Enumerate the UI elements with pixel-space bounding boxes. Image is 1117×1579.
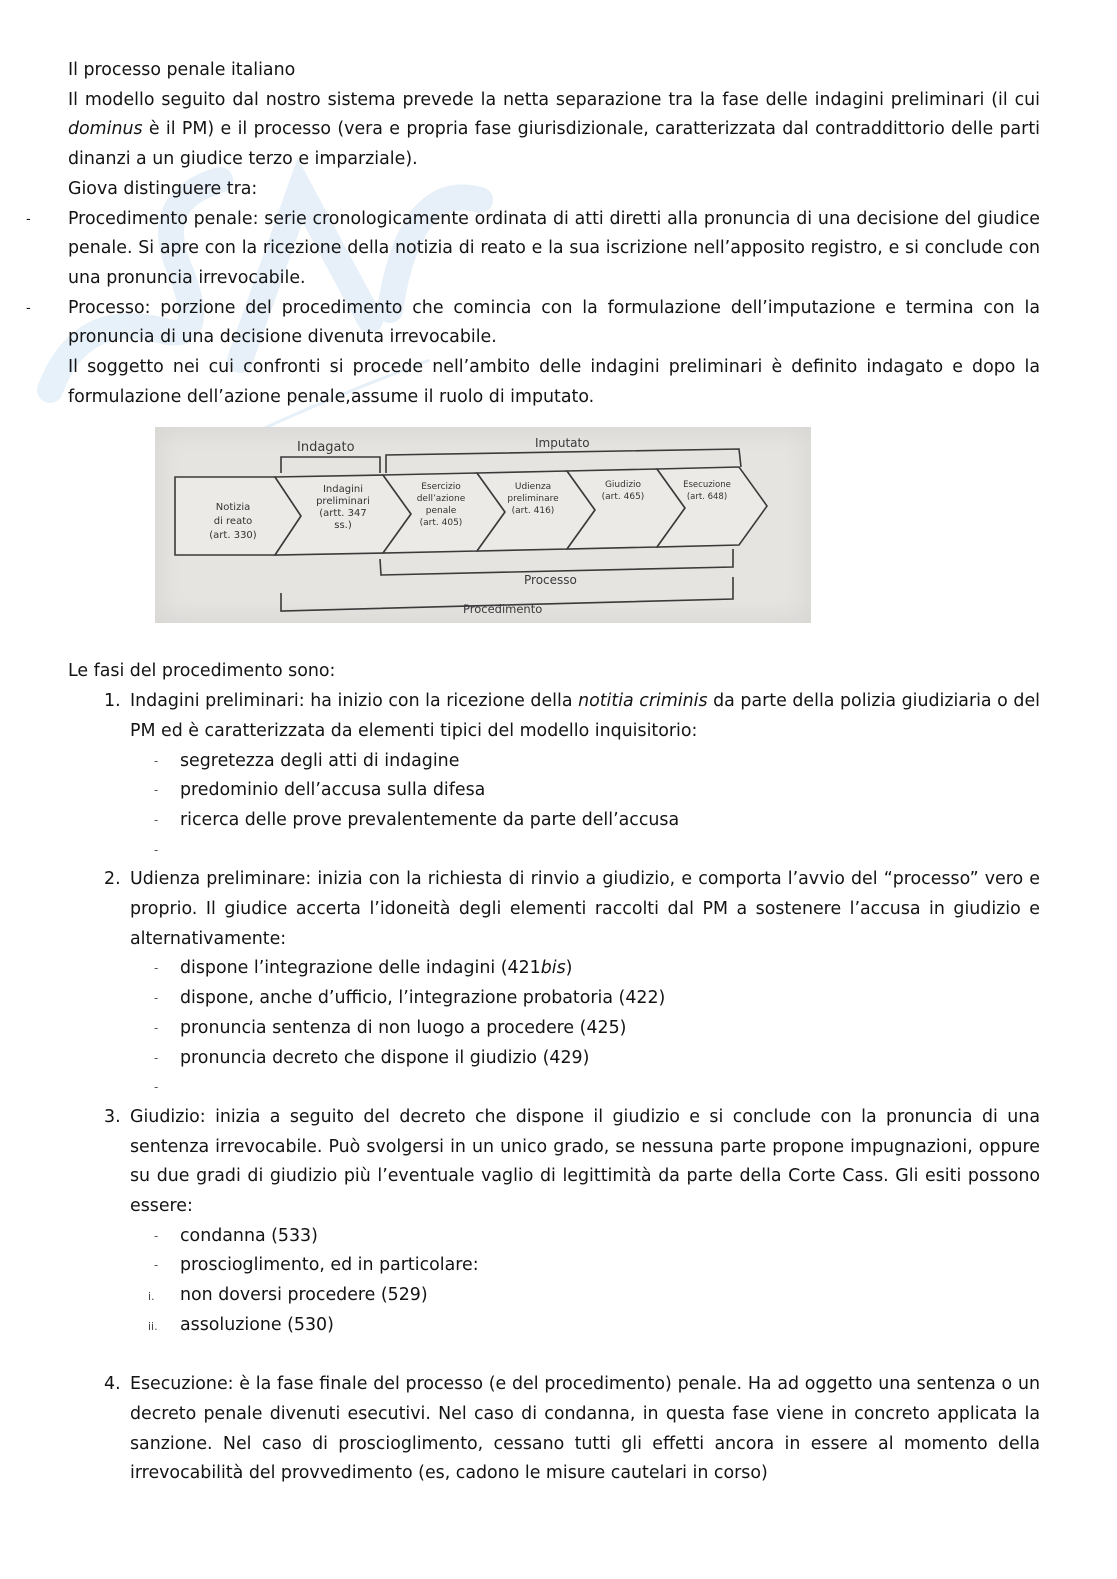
list-item: i. non doversi procedere (529) (148, 1285, 428, 1306)
phase-udienza: 2. Udienza preliminare: inizia con la richiesta di rinvio a giudizio, e comporta l’avvio del “processo” vero e proprio. Il giudice accerta l’idoneità degli elementi raccolti dal PM a sostenere l’accusa in giudizio e alternativamente: - dispone l’integrazione delle indagini (421bis) - dispone, anche d’ufficio, l’integrazione probatoria (422) - pronuncia sentenza di non luogo a procedere (425) - pronuncia decreto che dispone il giudizio (429) - (130, 865, 1040, 1103)
label-indagato: Indagato (297, 440, 355, 456)
list-item: - pronuncia sentenza di non luogo a procedere (425) (180, 1014, 1040, 1044)
list-item: ii. assoluzione (530) (148, 1314, 334, 1335)
definition-processo: - Processo: porzione del procedimento che comincia con la formulazione dell’imputazione e termina con la pronuncia di una decisione divenuta irrevocabile. (68, 294, 1040, 353)
phase-indagini: 1. Indagini preliminari: ha inizio con la ricezione della notitia criminis da parte della polizia giudiziaria o del PM ed è caratterizzata da elementi tipici del modello inquisitorio: - segretezza degli atti di indagine - predominio dell’accusa sulla difesa - ricerca delle prove prevalentemente da parte dell’accusa - (130, 687, 1040, 865)
list-item: - segretezza degli atti di indagine (180, 747, 1040, 777)
list-item: - proscioglimento, ed in particolare: (180, 1251, 1040, 1281)
empty-list-item (180, 1073, 1040, 1103)
bracket-processo (380, 549, 733, 575)
intro-paragraph: Il modello seguito dal nostro sistema prevede la netta separazione tra la fase delle indagini preliminari (il cui dominus è il PM) e il processo (vera e propria fase giurisdizionale, caratterizzata dal contraddittorio delle parti dinanzi a un giudice terzo e imparziale). (68, 89, 1040, 170)
empty-list-item (180, 836, 1040, 866)
svg-text:Udienzapreliminare(art. 416): Udienza preliminare (art. 416) (507, 482, 559, 517)
intro-lead: Giova distinguere tra: (68, 178, 258, 199)
definition-procedimento: - Procedimento penale: serie cronologicamente ordinata di atti diretti alla pronuncia di una decisione del giudice penale. Si apre con la ricezione della notizia di reato e la sua iscrizione nell’apposito registro, e si conclude con una pronuncia irrevocabile. (68, 205, 1040, 294)
phases-intro: Le fasi del procedimento sono: (68, 661, 336, 682)
svg-text:Giudizio(art. 465): Giudizio (art. 465) (601, 480, 645, 503)
phase-esecuzione: 4. Esecuzione: è la fase finale del processo (e del procedimento) penale. Ha ad oggetto una sentenza o un decreto penale divenuti esecutivi. Nel caso di condanna, in questa fase viene in concreto applicata la sanzione. Nel caso di proscioglimento, cessano tutti gli effetti ancora in essere al momento della irrevocabilità del provvedimento (es, cadono le misure cautelari in corso) (104, 1374, 1040, 1484)
document-page (68, 56, 1040, 1489)
svg-text:Esecuzione(art. 648): Esecuzione (art. 648) (683, 480, 731, 503)
procedure-diagram-photo (155, 427, 811, 623)
list-item: - condanna (533) (180, 1222, 1040, 1252)
phases-list (68, 687, 1040, 1489)
label-processo: Processo (524, 573, 577, 588)
svg-text:Indaginipreliminari(artt. 347s: Indagini preliminari (artt. 347 ss.) (316, 484, 370, 532)
list-item: - dispone l’integrazione delle indagini (421bis) (180, 954, 1040, 984)
list-item: - ricerca delle prove prevalentemente da parte dell’accusa (180, 806, 1040, 836)
intro-soggetto: Il soggetto nei cui confronti si procede nell’ambito delle indagini preliminari è definito indagato e dopo la formulazione dell’azione penale,assume il ruolo di imputato. (68, 357, 1040, 407)
list-item: - dispone, anche d’ufficio, l’integrazione probatoria (422) (180, 984, 1040, 1014)
page-title: Il processo penale italiano (68, 60, 296, 80)
label-procedimento: Procedimento (463, 602, 543, 617)
phase-giudizio: 3. Giudizio: inizia a seguito del decreto che dispone il giudizio e si conclude con la pronuncia di una sentenza irrevocabile. Può svolgersi in un unico grado, se nessuna parte propone impugnazioni, oppure su due gradi di giudizio più l’eventuale vaglio di legittimità da parte della Corte Cass. Gli esiti possono essere: - condanna (533) - proscioglimento, ed in particolare: i. non doversi procedere (529) ii. assoluzione (530) (130, 1103, 1040, 1370)
label-imputato: Imputato (535, 436, 590, 451)
svg-text:Eserciziodell’azionepenale(art: Esercizio dell’azione penale (art. 405) (416, 482, 466, 529)
list-item: - predominio dell’accusa sulla difesa (180, 776, 1040, 806)
bracket-indagato (281, 457, 380, 473)
svg-text:Notiziadi reato(art. 330): Notizia di reato (art. 330) (209, 502, 257, 542)
list-item: - pronuncia decreto che dispone il giudizio (429) (180, 1044, 1040, 1074)
